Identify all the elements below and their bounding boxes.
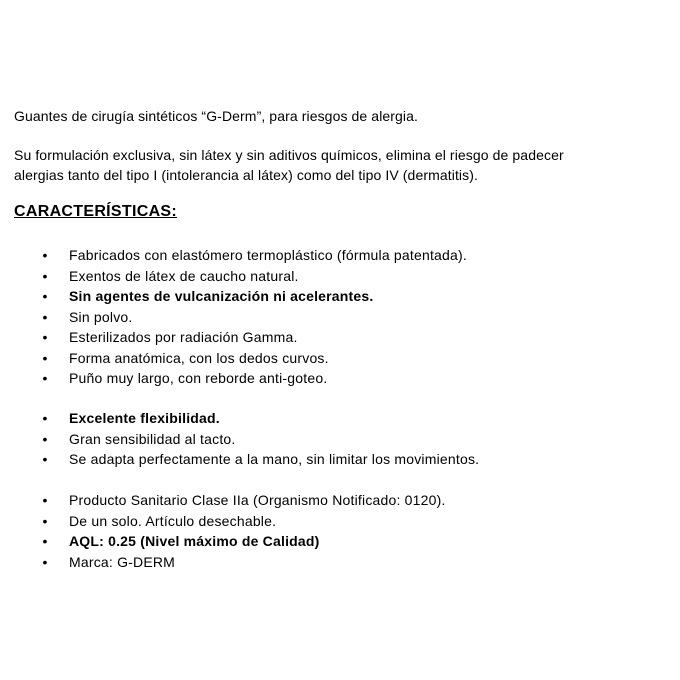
intro-paragraph: Guantes de cirugía sintéticos “G-Derm”, para riesgos de alergia. (14, 108, 419, 124)
list-item-text: Sin polvo. (69, 308, 133, 325)
list-item (0, 429, 680, 450)
bullet-icon: • (42, 512, 48, 529)
list-item (0, 449, 680, 470)
list-item-text: Gran sensibilidad al tacto. (69, 430, 236, 447)
features-list-general (0, 245, 680, 389)
bullet-icon: • (42, 410, 48, 426)
bullet-icon: • (42, 370, 48, 386)
list-item (0, 552, 680, 573)
list-item (0, 245, 680, 266)
features-list-product-info (0, 490, 680, 572)
list-item-text: De un solo. Artículo desechable. (69, 512, 277, 529)
list-item-text: Puño muy largo, con reborde anti-goteo. (69, 370, 328, 386)
bullet-icon: • (42, 329, 48, 345)
bullet-icon: • (42, 553, 48, 570)
list-item-text: Esterilizados por radiación Gamma. (69, 329, 298, 345)
bullet-icon: • (42, 533, 48, 549)
features-list-comfort (0, 408, 680, 470)
list-item (0, 408, 680, 429)
bullet-icon: • (42, 349, 48, 366)
bullet-icon: • (42, 492, 48, 508)
list-item-text: Producto Sanitario Clase IIa (Organismo Notificado: 0120). (69, 492, 446, 508)
list-item (0, 368, 680, 389)
list-item-text: Se adapta perfectamente a la mano, sin limitar los movimientos. (69, 451, 480, 467)
list-item-text: Forma anatómica, con los dedos curvos. (69, 349, 329, 366)
list-item (0, 490, 680, 511)
list-item (0, 286, 680, 307)
list-item-text: Sin agentes de vulcanización ni acelerantes. (69, 288, 374, 304)
bullet-icon: • (42, 288, 48, 304)
description-line-1: Su formulación exclusiva, sin látex y sin aditivos químicos, elimina el riesgo de padecer (14, 147, 564, 163)
bullet-icon: • (42, 430, 48, 447)
list-item (0, 511, 680, 532)
list-item (0, 266, 680, 287)
list-item-text: Exentos de látex de caucho natural. (69, 267, 299, 284)
list-item (0, 531, 680, 552)
list-item-text: Fabricados con elastómero termoplástico (fórmula patentada). (69, 247, 467, 263)
list-item-text: AQL: 0.25 (Nivel máximo de Calidad) (69, 533, 320, 549)
list-item (0, 348, 680, 369)
bullet-icon: • (42, 451, 48, 467)
bullet-icon: • (42, 247, 48, 263)
description-line-2: alergias tanto del tipo I (intolerancia al látex) como del tipo IV (dermatitis). (14, 167, 478, 183)
description-paragraph (14, 145, 664, 185)
characteristics-heading: CARACTERÍSTICAS: (14, 203, 178, 220)
list-item (0, 327, 680, 348)
list-item-text: Excelente flexibilidad. (69, 410, 220, 426)
bullet-icon: • (42, 267, 48, 284)
bullet-icon: • (42, 308, 48, 325)
list-item (0, 307, 680, 328)
list-item-text: Marca: G-DERM (69, 553, 176, 570)
